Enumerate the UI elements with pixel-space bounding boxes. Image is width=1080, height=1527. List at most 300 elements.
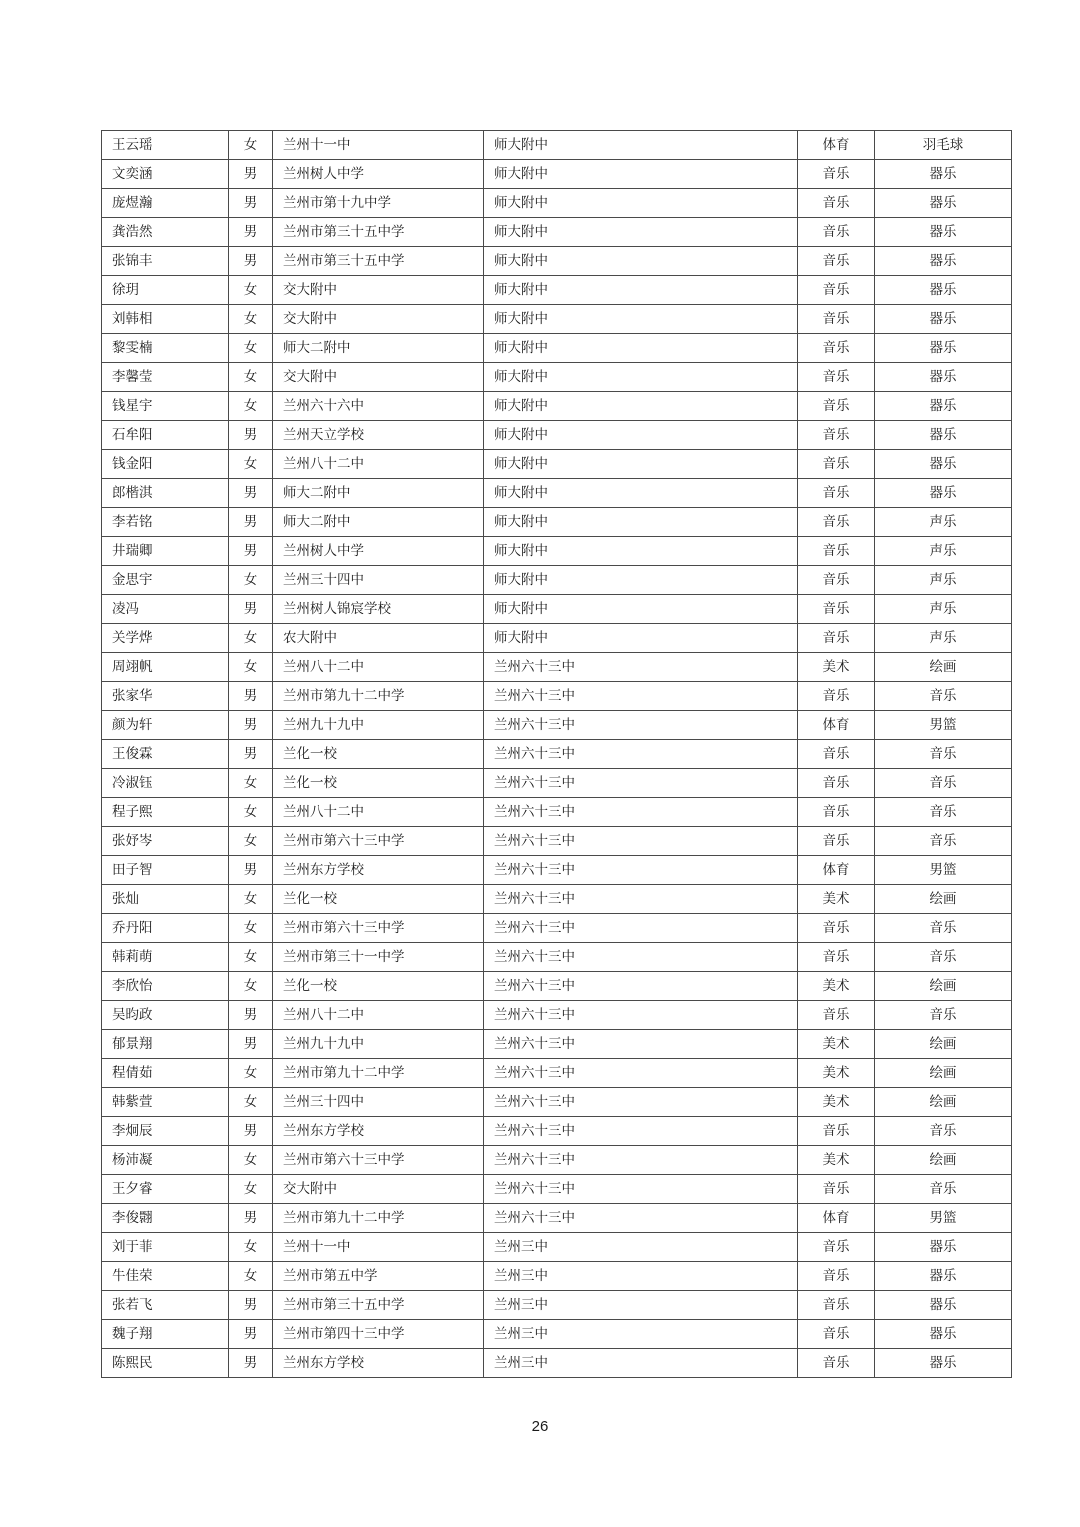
category-cell: 音乐 [798,566,875,595]
student-name-cell: 凌冯 [102,595,229,624]
gender-cell: 女 [229,276,273,305]
gender-cell: 女 [229,1059,273,1088]
table-row [102,798,1012,827]
origin-school-cell: 兰州市第三十一中学 [273,943,484,972]
student-name-cell: 刘于菲 [102,1233,229,1262]
origin-school-cell: 交大附中 [273,363,484,392]
target-school-cell: 师大附中 [484,131,798,160]
gender-cell: 女 [229,1233,273,1262]
origin-school-cell: 兰州东方学校 [273,856,484,885]
table-row [102,131,1012,160]
gender-cell: 女 [229,334,273,363]
category-cell: 体育 [798,711,875,740]
specialty-cell: 器乐 [875,276,1012,305]
table-row [102,1291,1012,1320]
gender-cell: 男 [229,682,273,711]
target-school-cell: 兰州六十三中 [484,856,798,885]
category-cell: 美术 [798,1146,875,1175]
category-cell: 音乐 [798,247,875,276]
student-name-cell: 井瑞卿 [102,537,229,566]
table-row [102,827,1012,856]
origin-school-cell: 交大附中 [273,276,484,305]
student-name-cell: 李炯辰 [102,1117,229,1146]
table-row [102,537,1012,566]
student-name-cell: 冷淑钰 [102,769,229,798]
student-name-cell: 关学烨 [102,624,229,653]
category-cell: 音乐 [798,943,875,972]
gender-cell: 男 [229,1204,273,1233]
student-name-cell: 郁景翔 [102,1030,229,1059]
student-name-cell: 庞煜瀚 [102,189,229,218]
category-cell: 音乐 [798,537,875,566]
target-school-cell: 兰州六十三中 [484,1146,798,1175]
table-row [102,189,1012,218]
target-school-cell: 兰州六十三中 [484,1059,798,1088]
table-row [102,711,1012,740]
specialty-cell: 绘画 [875,1059,1012,1088]
specialty-cell: 声乐 [875,624,1012,653]
specialty-cell: 绘画 [875,1146,1012,1175]
gender-cell: 男 [229,740,273,769]
gender-cell: 男 [229,479,273,508]
target-school-cell: 兰州六十三中 [484,885,798,914]
specialty-cell: 器乐 [875,189,1012,218]
target-school-cell: 兰州六十三中 [484,914,798,943]
specialty-cell: 绘画 [875,1030,1012,1059]
student-name-cell: 王俊霖 [102,740,229,769]
student-name-cell: 杨沛凝 [102,1146,229,1175]
origin-school-cell: 兰化一校 [273,885,484,914]
gender-cell: 男 [229,537,273,566]
specialty-cell: 绘画 [875,972,1012,1001]
specialty-cell: 音乐 [875,769,1012,798]
category-cell: 音乐 [798,769,875,798]
category-cell: 美术 [798,972,875,1001]
category-cell: 体育 [798,1204,875,1233]
specialty-cell: 音乐 [875,1175,1012,1204]
origin-school-cell: 兰州八十二中 [273,450,484,479]
table-row [102,392,1012,421]
gender-cell: 女 [229,450,273,479]
table-row [102,566,1012,595]
origin-school-cell: 兰州三十四中 [273,1088,484,1117]
target-school-cell: 兰州六十三中 [484,740,798,769]
table-row [102,740,1012,769]
category-cell: 音乐 [798,1262,875,1291]
table-row [102,1030,1012,1059]
student-name-cell: 韩莉萌 [102,943,229,972]
category-cell: 音乐 [798,363,875,392]
target-school-cell: 兰州六十三中 [484,972,798,1001]
target-school-cell: 兰州六十三中 [484,1088,798,1117]
specialty-cell: 绘画 [875,1088,1012,1117]
student-name-cell: 李若铭 [102,508,229,537]
target-school-cell: 师大附中 [484,334,798,363]
category-cell: 音乐 [798,479,875,508]
specialty-cell: 声乐 [875,566,1012,595]
target-school-cell: 师大附中 [484,392,798,421]
gender-cell: 男 [229,856,273,885]
category-cell: 音乐 [798,1175,875,1204]
specialty-cell: 器乐 [875,479,1012,508]
target-school-cell: 兰州六十三中 [484,943,798,972]
origin-school-cell: 兰州八十二中 [273,1001,484,1030]
gender-cell: 女 [229,798,273,827]
student-name-cell: 王夕睿 [102,1175,229,1204]
target-school-cell: 师大附中 [484,566,798,595]
target-school-cell: 兰州六十三中 [484,653,798,682]
gender-cell: 女 [229,914,273,943]
target-school-cell: 兰州六十三中 [484,1204,798,1233]
table-row [102,653,1012,682]
specialty-cell: 器乐 [875,450,1012,479]
gender-cell: 男 [229,1001,273,1030]
origin-school-cell: 兰州树人中学 [273,160,484,189]
target-school-cell: 师大附中 [484,189,798,218]
table-row [102,595,1012,624]
student-name-cell: 吴昀政 [102,1001,229,1030]
student-name-cell: 魏子翔 [102,1320,229,1349]
origin-school-cell: 兰州八十二中 [273,653,484,682]
specialty-cell: 声乐 [875,537,1012,566]
table-row [102,160,1012,189]
specialty-cell: 音乐 [875,943,1012,972]
specialty-cell: 器乐 [875,218,1012,247]
student-name-cell: 王云瑶 [102,131,229,160]
origin-school-cell: 兰州市第九十二中学 [273,1204,484,1233]
student-name-cell: 颜为轩 [102,711,229,740]
category-cell: 音乐 [798,1291,875,1320]
gender-cell: 男 [229,1030,273,1059]
origin-school-cell: 兰州市第三十五中学 [273,1291,484,1320]
category-cell: 音乐 [798,914,875,943]
target-school-cell: 师大附中 [484,305,798,334]
specialty-cell: 声乐 [875,508,1012,537]
specialty-cell: 男篮 [875,1204,1012,1233]
origin-school-cell: 兰州树人中学 [273,537,484,566]
gender-cell: 女 [229,566,273,595]
table-row [102,1001,1012,1030]
origin-school-cell: 兰州九十九中 [273,1030,484,1059]
origin-school-cell: 兰州市第三十五中学 [273,218,484,247]
target-school-cell: 师大附中 [484,508,798,537]
category-cell: 音乐 [798,1320,875,1349]
student-name-cell: 石牟阳 [102,421,229,450]
origin-school-cell: 兰州市第九十二中学 [273,682,484,711]
gender-cell: 男 [229,247,273,276]
table-row [102,1262,1012,1291]
table-row [102,218,1012,247]
category-cell: 美术 [798,885,875,914]
origin-school-cell: 交大附中 [273,1175,484,1204]
gender-cell: 女 [229,653,273,682]
specialty-cell: 绘画 [875,653,1012,682]
gender-cell: 男 [229,421,273,450]
table-row [102,972,1012,1001]
gender-cell: 女 [229,1262,273,1291]
target-school-cell: 师大附中 [484,595,798,624]
specialty-cell: 器乐 [875,247,1012,276]
gender-cell: 男 [229,189,273,218]
gender-cell: 女 [229,363,273,392]
category-cell: 音乐 [798,740,875,769]
origin-school-cell: 师大二附中 [273,508,484,537]
category-cell: 音乐 [798,305,875,334]
origin-school-cell: 兰州树人锦宸学校 [273,595,484,624]
specialty-cell: 器乐 [875,305,1012,334]
specialty-cell: 器乐 [875,363,1012,392]
gender-cell: 女 [229,972,273,1001]
category-cell: 音乐 [798,798,875,827]
category-cell: 体育 [798,131,875,160]
target-school-cell: 师大附中 [484,218,798,247]
target-school-cell: 兰州六十三中 [484,769,798,798]
student-name-cell: 陈熙民 [102,1349,229,1378]
target-school-cell: 师大附中 [484,450,798,479]
specialty-cell: 器乐 [875,392,1012,421]
target-school-cell: 师大附中 [484,479,798,508]
student-name-cell: 张若飞 [102,1291,229,1320]
category-cell: 音乐 [798,160,875,189]
specialty-cell: 音乐 [875,827,1012,856]
origin-school-cell: 兰州市第五中学 [273,1262,484,1291]
origin-school-cell: 师大二附中 [273,479,484,508]
target-school-cell: 兰州三中 [484,1320,798,1349]
origin-school-cell: 兰州东方学校 [273,1117,484,1146]
student-name-cell: 钱金阳 [102,450,229,479]
table-row [102,1320,1012,1349]
origin-school-cell: 兰化一校 [273,740,484,769]
specialty-cell: 男篮 [875,856,1012,885]
target-school-cell: 兰州六十三中 [484,1001,798,1030]
gender-cell: 男 [229,508,273,537]
table-row [102,363,1012,392]
category-cell: 美术 [798,1030,875,1059]
table-row [102,1233,1012,1262]
origin-school-cell: 兰州六十六中 [273,392,484,421]
table-row [102,334,1012,363]
target-school-cell: 兰州六十三中 [484,798,798,827]
student-name-cell: 周翊帆 [102,653,229,682]
table-row [102,624,1012,653]
student-name-cell: 金思宇 [102,566,229,595]
origin-school-cell: 师大二附中 [273,334,484,363]
origin-school-cell: 交大附中 [273,305,484,334]
table-row [102,276,1012,305]
origin-school-cell: 兰化一校 [273,972,484,1001]
target-school-cell: 兰州三中 [484,1349,798,1378]
table-row [102,508,1012,537]
student-name-cell: 徐玥 [102,276,229,305]
student-name-cell: 李欣怡 [102,972,229,1001]
gender-cell: 女 [229,392,273,421]
category-cell: 音乐 [798,189,875,218]
origin-school-cell: 兰州十一中 [273,131,484,160]
student-name-cell: 龚浩然 [102,218,229,247]
student-name-cell: 张妤岑 [102,827,229,856]
target-school-cell: 师大附中 [484,421,798,450]
gender-cell: 女 [229,1175,273,1204]
category-cell: 音乐 [798,450,875,479]
table-row [102,1117,1012,1146]
specialty-cell: 羽毛球 [875,131,1012,160]
table-row [102,247,1012,276]
category-cell: 美术 [798,1059,875,1088]
category-cell: 美术 [798,653,875,682]
origin-school-cell: 农大附中 [273,624,484,653]
specialty-cell: 器乐 [875,1349,1012,1378]
gender-cell: 男 [229,160,273,189]
category-cell: 音乐 [798,218,875,247]
table-row [102,305,1012,334]
specialty-cell: 音乐 [875,1001,1012,1030]
specialty-cell: 音乐 [875,914,1012,943]
target-school-cell: 师大附中 [484,276,798,305]
origin-school-cell: 兰州市第十九中学 [273,189,484,218]
student-name-cell: 钱星宇 [102,392,229,421]
student-name-cell: 张家华 [102,682,229,711]
table-row [102,885,1012,914]
specialty-cell: 音乐 [875,682,1012,711]
student-name-cell: 刘韩相 [102,305,229,334]
gender-cell: 女 [229,769,273,798]
category-cell: 音乐 [798,508,875,537]
table-row [102,421,1012,450]
table-row [102,1088,1012,1117]
gender-cell: 男 [229,218,273,247]
specialty-cell: 器乐 [875,421,1012,450]
specialty-cell: 男篮 [875,711,1012,740]
student-name-cell: 李俊翾 [102,1204,229,1233]
specialty-cell: 音乐 [875,1117,1012,1146]
origin-school-cell: 兰州市第三十五中学 [273,247,484,276]
origin-school-cell: 兰州东方学校 [273,1349,484,1378]
target-school-cell: 兰州六十三中 [484,711,798,740]
gender-cell: 男 [229,595,273,624]
student-name-cell: 田子智 [102,856,229,885]
target-school-cell: 兰州六十三中 [484,827,798,856]
specialty-cell: 器乐 [875,1320,1012,1349]
table-row [102,1349,1012,1378]
target-school-cell: 兰州三中 [484,1233,798,1262]
gender-cell: 女 [229,943,273,972]
table-row [102,1059,1012,1088]
category-cell: 美术 [798,1088,875,1117]
category-cell: 音乐 [798,595,875,624]
category-cell: 音乐 [798,421,875,450]
target-school-cell: 兰州六十三中 [484,1030,798,1059]
specialty-cell: 音乐 [875,740,1012,769]
student-name-cell: 黎雯楠 [102,334,229,363]
origin-school-cell: 兰州市第九十二中学 [273,1059,484,1088]
target-school-cell: 师大附中 [484,363,798,392]
target-school-cell: 师大附中 [484,160,798,189]
target-school-cell: 兰州三中 [484,1262,798,1291]
gender-cell: 女 [229,305,273,334]
category-cell: 音乐 [798,1117,875,1146]
table-row [102,450,1012,479]
table-row [102,479,1012,508]
table-row [102,1175,1012,1204]
gender-cell: 女 [229,1088,273,1117]
gender-cell: 女 [229,624,273,653]
specialty-cell: 音乐 [875,798,1012,827]
specialty-cell: 器乐 [875,160,1012,189]
category-cell: 音乐 [798,682,875,711]
student-name-cell: 张灿 [102,885,229,914]
gender-cell: 男 [229,1349,273,1378]
table-row [102,1204,1012,1233]
specialty-cell: 器乐 [875,1233,1012,1262]
category-cell: 音乐 [798,276,875,305]
origin-school-cell: 兰化一校 [273,769,484,798]
page-number: 26 [531,1418,549,1435]
gender-cell: 女 [229,885,273,914]
category-cell: 音乐 [798,827,875,856]
gender-cell: 男 [229,1117,273,1146]
table-row [102,914,1012,943]
specialty-cell: 器乐 [875,334,1012,363]
student-name-cell: 程子熙 [102,798,229,827]
origin-school-cell: 兰州市第六十三中学 [273,1146,484,1175]
roster-table-body [102,131,1012,1378]
table-row [102,943,1012,972]
specialty-cell: 器乐 [875,1291,1012,1320]
student-name-cell: 张锦丰 [102,247,229,276]
student-name-cell: 韩紫萱 [102,1088,229,1117]
student-name-cell: 文奕涵 [102,160,229,189]
student-roster-table [101,130,1012,1378]
gender-cell: 男 [229,1291,273,1320]
origin-school-cell: 兰州三十四中 [273,566,484,595]
origin-school-cell: 兰州九十九中 [273,711,484,740]
target-school-cell: 兰州六十三中 [484,1117,798,1146]
student-name-cell: 郎楷淇 [102,479,229,508]
specialty-cell: 声乐 [875,595,1012,624]
gender-cell: 女 [229,1146,273,1175]
gender-cell: 男 [229,711,273,740]
target-school-cell: 师大附中 [484,247,798,276]
origin-school-cell: 兰州市第四十三中学 [273,1320,484,1349]
specialty-cell: 器乐 [875,1262,1012,1291]
origin-school-cell: 兰州市第六十三中学 [273,827,484,856]
student-name-cell: 程倩茹 [102,1059,229,1088]
student-name-cell: 乔丹阳 [102,914,229,943]
origin-school-cell: 兰州天立学校 [273,421,484,450]
category-cell: 音乐 [798,1233,875,1262]
category-cell: 体育 [798,856,875,885]
table-row [102,682,1012,711]
origin-school-cell: 兰州市第六十三中学 [273,914,484,943]
category-cell: 音乐 [798,624,875,653]
category-cell: 音乐 [798,1349,875,1378]
category-cell: 音乐 [798,334,875,363]
gender-cell: 女 [229,827,273,856]
target-school-cell: 兰州三中 [484,1291,798,1320]
origin-school-cell: 兰州十一中 [273,1233,484,1262]
target-school-cell: 师大附中 [484,624,798,653]
specialty-cell: 绘画 [875,885,1012,914]
table-row [102,769,1012,798]
category-cell: 音乐 [798,1001,875,1030]
gender-cell: 女 [229,131,273,160]
origin-school-cell: 兰州八十二中 [273,798,484,827]
table-row [102,1146,1012,1175]
target-school-cell: 兰州六十三中 [484,1175,798,1204]
category-cell: 音乐 [798,392,875,421]
target-school-cell: 师大附中 [484,537,798,566]
gender-cell: 男 [229,1320,273,1349]
